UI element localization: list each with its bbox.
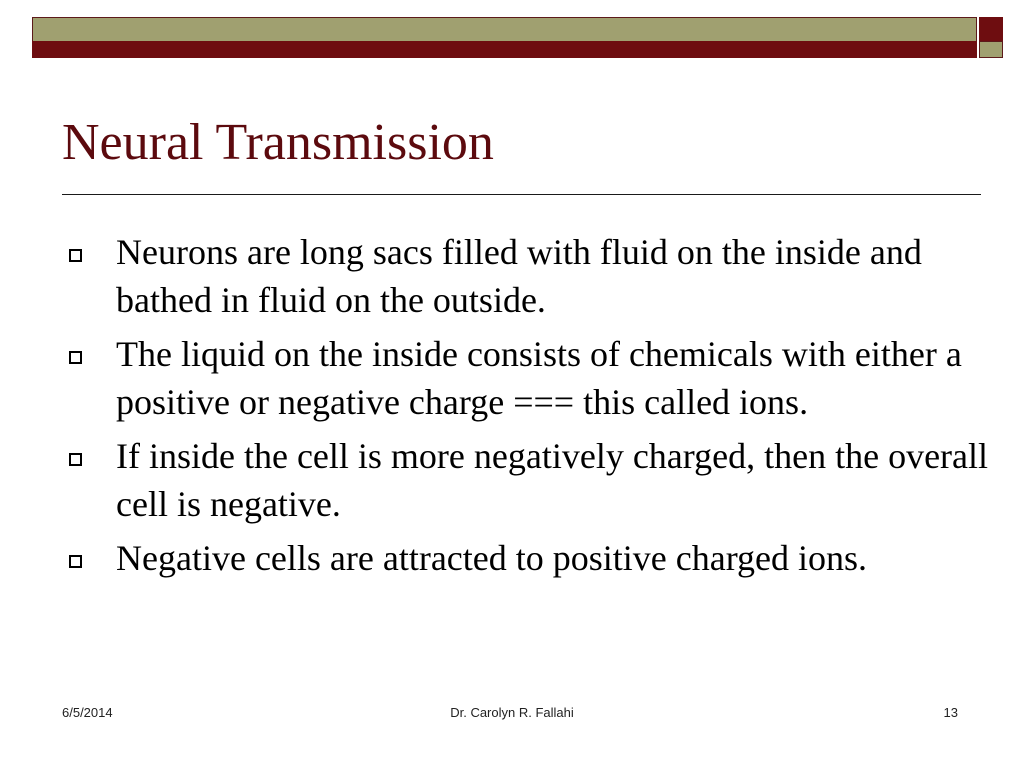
slide-title: Neural Transmission (62, 114, 494, 171)
header-banner-maroon-bar (32, 41, 977, 58)
hollow-square-icon (69, 249, 82, 262)
bullet-list (62, 228, 992, 588)
header-corner-olive-square (979, 41, 1003, 58)
bullet-item (62, 330, 992, 426)
title-divider (62, 194, 981, 195)
footer-author: Dr. Carolyn R. Fallahi (450, 705, 574, 720)
bullet-text: The liquid on the inside consists of chemicals with either a positive or negative charge === this called ions. (116, 334, 962, 422)
header-corner-maroon-square (979, 17, 1003, 41)
bullet-item (62, 432, 992, 528)
hollow-square-icon (69, 453, 82, 466)
footer-date: 6/5/2014 (62, 705, 113, 720)
bullet-item (62, 228, 992, 324)
bullet-text: If inside the cell is more negatively charged, then the overall cell is negative. (116, 436, 989, 524)
footer-page-number: 13 (943, 705, 958, 720)
hollow-square-icon (69, 555, 82, 568)
header-banner-olive-bar (32, 17, 977, 41)
hollow-square-icon (69, 351, 82, 364)
bullet-text: Negative cells are attracted to positive charged ions. (116, 538, 868, 578)
bullet-text: Neurons are long sacs filled with fluid on the inside and bathed in fluid on the outside. (116, 232, 922, 320)
bullet-item (62, 534, 992, 582)
